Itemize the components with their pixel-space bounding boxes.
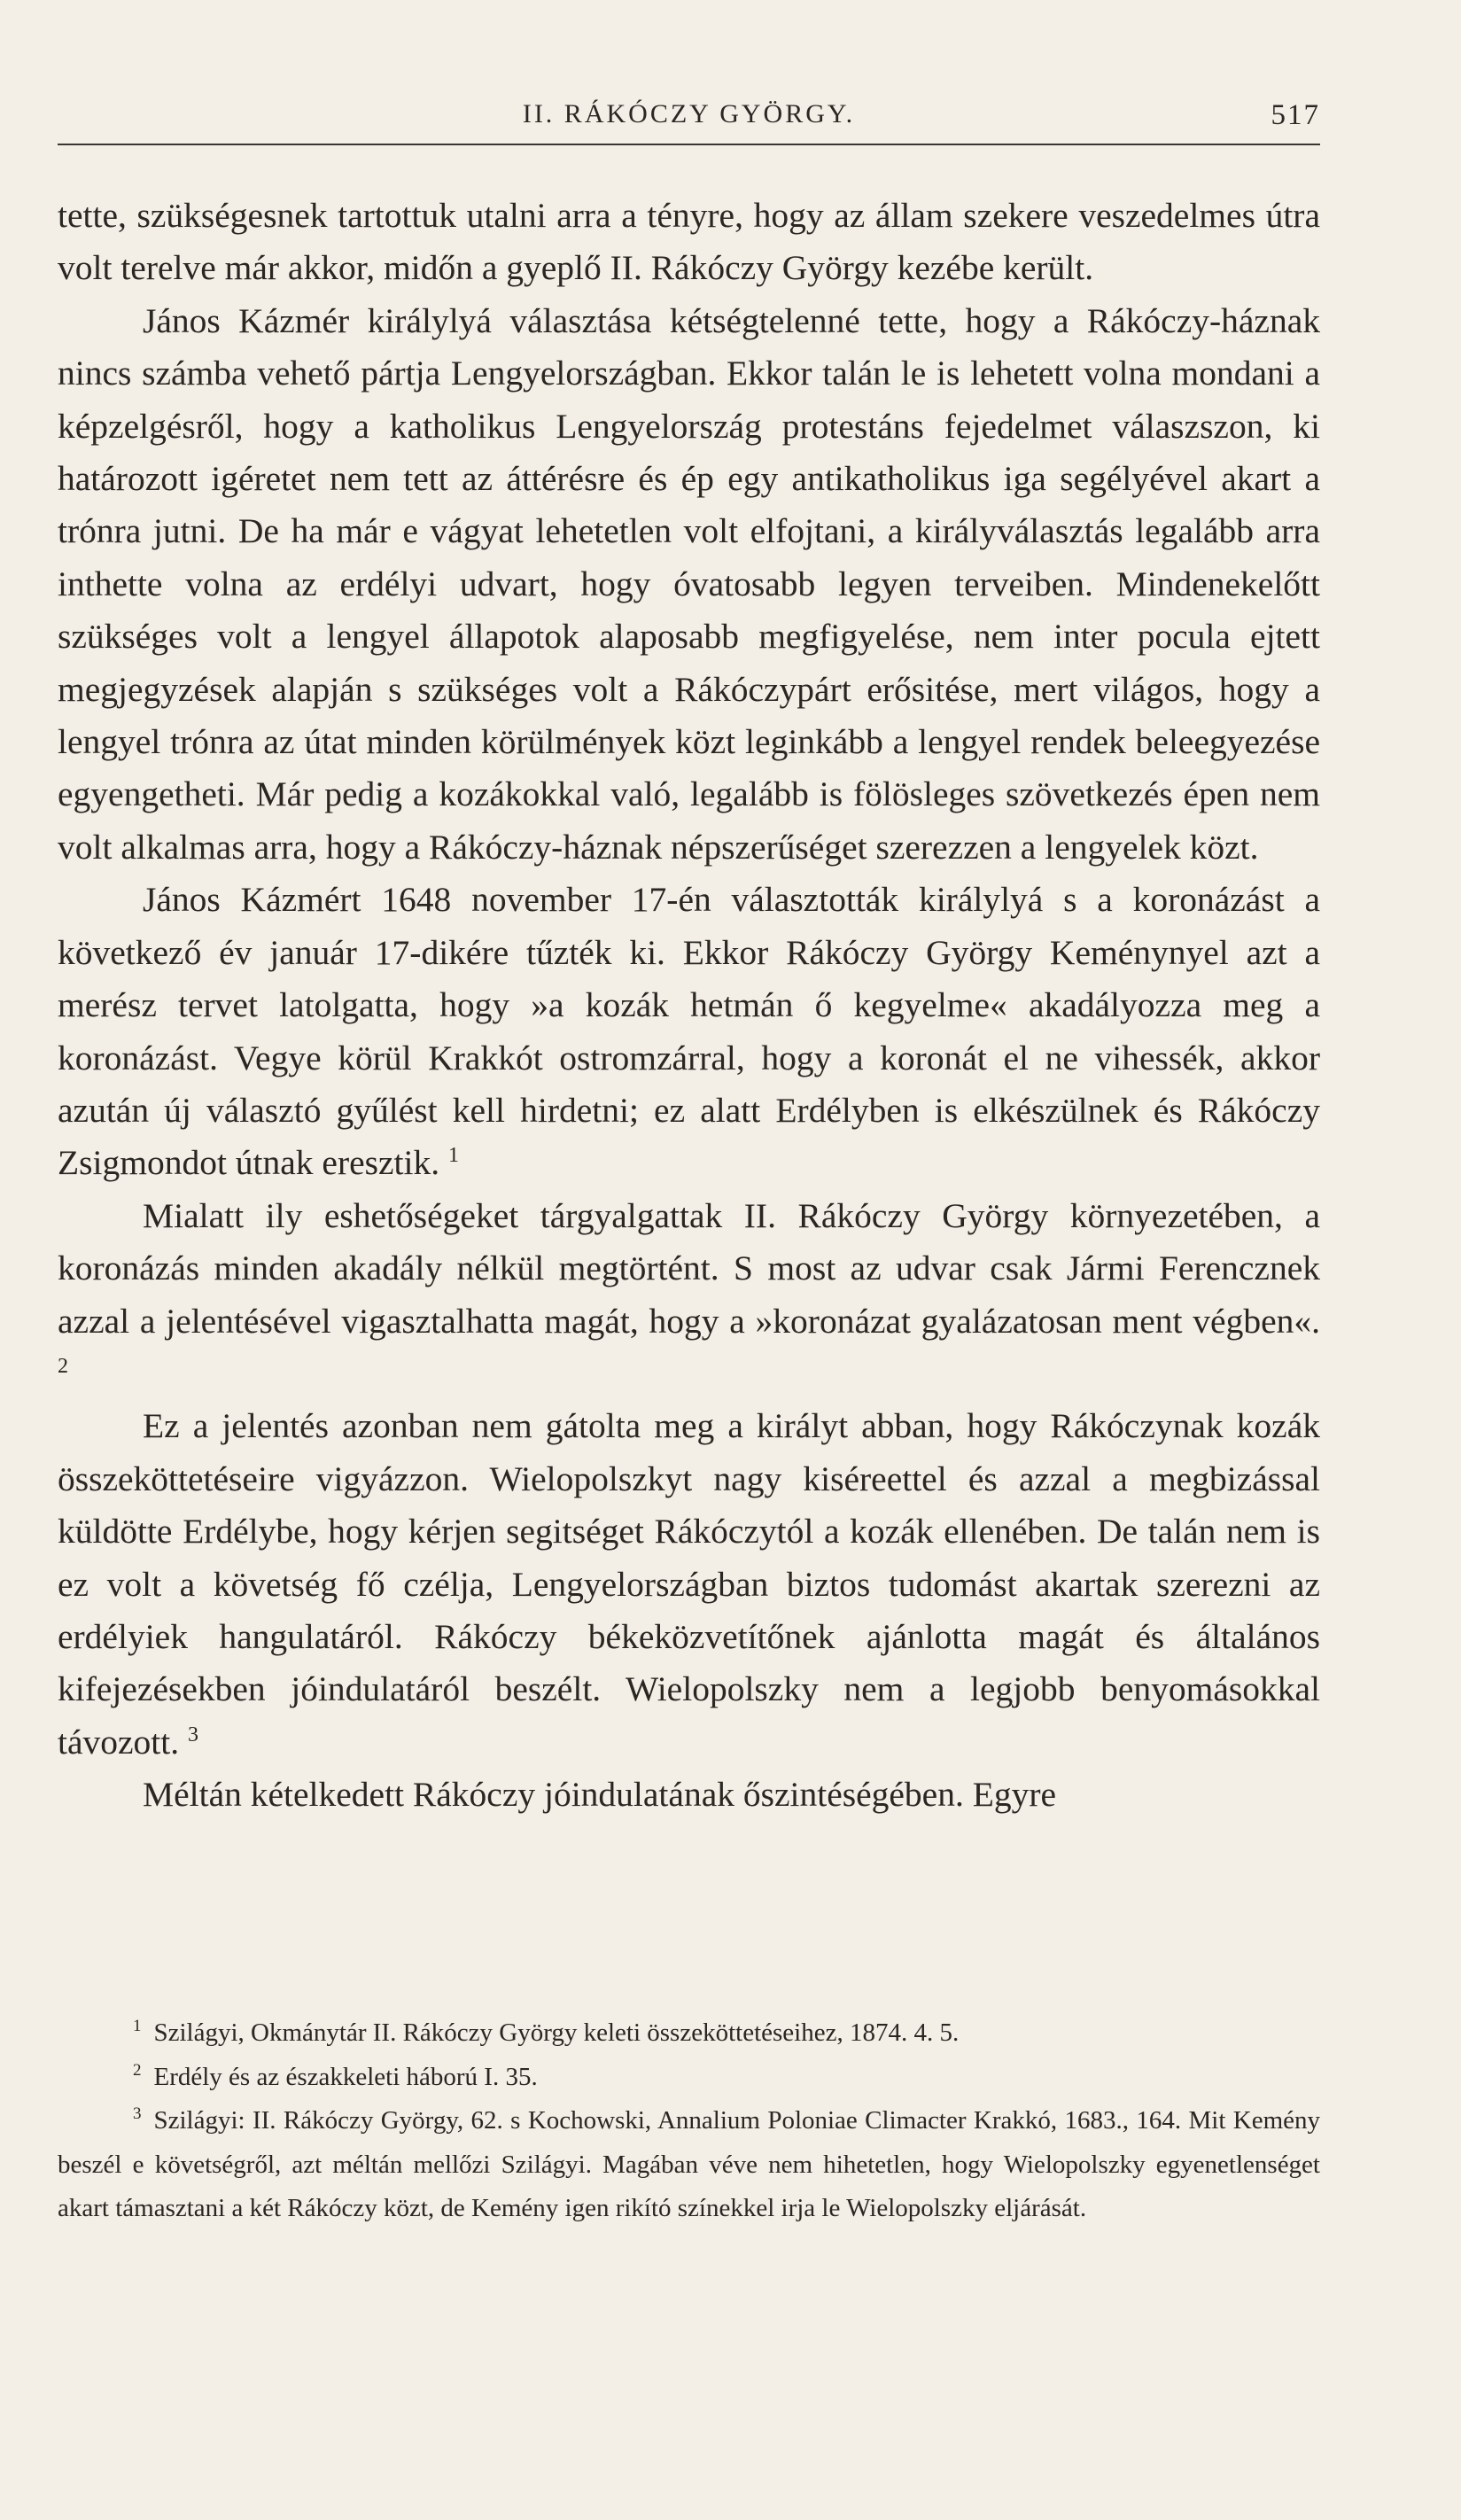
paragraph-6 — [58, 1769, 1320, 1821]
footnote-1-text: Szilágyi, Okmánytár II. Rákóczy György keleti összeköttetéseihez, 1874. 4. 5. — [153, 2018, 960, 2047]
footnotes — [58, 2011, 1320, 2231]
body-text — [58, 190, 1320, 1822]
paragraph-1-text: tette, szükségesnek tartottuk utalni arra a tényre, hogy az állam szekere veszedelmes útra volt terelve már akkor, midőn a gyeplő II. Rákóczy György kezébe került. — [58, 196, 1320, 288]
page-header — [58, 99, 1320, 144]
paragraph-3-text: János Kázmért 1648 november 17-én választották királylyá s a koronázást a következő év január 17-dikére tűzték ki. Ekkor Rákóczy György Keménynyel azt a merész tervet latolgatta, hogy »a kozák hetmán ő kegyelme« akadályozza meg a koronázást. Vegye körül Krakkót ostromzárral, hogy a koronát el ne vihessék, akkor azután új választó gyűlést kell hirdetni; ez alatt Erdélyben is elkészülnek és Rákóczy Zsigmondot útnak eresztik. — [58, 880, 1320, 1183]
footnote-mark-3: 3 — [133, 2104, 142, 2124]
paragraph-2 — [58, 295, 1320, 874]
footnote-2 — [58, 2056, 1320, 2100]
footnote-mark-1: 1 — [133, 2017, 142, 2036]
page-number: 517 — [1271, 99, 1320, 131]
running-title: II. RÁKÓCZY GYÖRGY. — [522, 99, 856, 128]
footnote-2-text: Erdély és az északkeleti háború I. 35. — [153, 2062, 538, 2091]
footnote-ref-1[interactable]: 1 — [448, 1144, 459, 1168]
paragraph-6-text: Méltán kételkedett Rákóczy jóindulatának őszintéségében. Egyre — [143, 1775, 1057, 1815]
paragraph-5 — [58, 1400, 1320, 1769]
footnote-mark-2: 2 — [133, 2060, 142, 2080]
paragraph-3 — [58, 874, 1320, 1189]
paragraph-2-text: János Kázmér királylyá választása kétségtelenné tette, hogy a Rákóczy-háznak nincs számba vehető pártja Lengyelországban. Ekkor talán le is lehetett volna mondani a képzelgésről, hogy a katholikus Lengyelország protestáns fejedelmet válaszszon, ki határozott igéretet nem tett az áttérésre és ép egy antikatholikus iga segélyével akart a trónra jutni. De ha már e vágyat lehetetlen volt elfojtani, a királyválasztás legalább arra inthette volna az erdélyi udvart, hogy óvatosabb legyen terveiben. Mindenekelőtt szükséges volt a lengyel állapotok alaposabb megfigyelése, nem inter pocula ejtett megjegyzések alapján s szükséges volt a Rákóczypárt erősitése, mert világos, hogy a lengyel trónra az útat minden körülmények közt leginkább a lengyel rendek beleegyezése egyengetheti. Már pedig a kozákokkal való, legalább is fölösleges szövetkezés épen nem volt alkalmas arra, hogy a Rákóczy-háznak népszerűséget szerezzen a lengyelek közt. — [58, 300, 1320, 867]
header-rule — [58, 144, 1320, 145]
paragraph-5-text: Ez a jelentés azonban nem gátolta meg a királyt abban, hogy Rákóczynak kozák összeköttetéseire vigyázzon. Wielopolszkyt nagy kiséreettel és azzal a megbizással küldötte Erdélybe, hogy kérjen segitséget Rákóczytól a kozák ellenében. De talán nem is ez volt a követség fő czélja, Lengyelországban biztos tudomást akartak szerezni az erdélyiek hangulatáról. Rákóczy békeközvetítőnek ajánlotta magát és általános kifejezésekben jóindulatáról beszélt. Wielopolszky nem a legjobb benyomásokkal távozott. — [58, 1406, 1320, 1762]
footnote-1 — [58, 2011, 1320, 2056]
paragraph-1 — [58, 190, 1320, 295]
footnote-3 — [58, 2099, 1320, 2231]
paragraph-4-text: Mialatt ily eshetőségeket tárgyalgattak II. Rákóczy György környezetében, a koronázás minden akadály nélkül megtörtént. S most az udvar csak Jármi Ferencznek azzal a jelentésével vigasztalhatta magát, hogy a »koronázat gyalázatosan ment végben«. — [58, 1195, 1320, 1341]
footnote-ref-2[interactable]: 2 — [58, 1354, 68, 1378]
footnote-ref-3[interactable]: 3 — [188, 1723, 198, 1746]
paragraph-4 — [58, 1190, 1320, 1401]
footnote-3-text: Szilágyi: II. Rákóczy György, 62. s Kochowski, Annalium Poloniae Climacter Krakkó, 1683., 164. Mit Kemény beszél e követségről, azt méltán mellőzi Szilágyi. Magában véve nem hihetetlen, hogy Wielopolszky egyenetlenséget akart támasztani a két Rákóczy közt, de Kemény igen rikító színekkel irja le Wielopolszky eljárását. — [58, 2106, 1320, 2222]
